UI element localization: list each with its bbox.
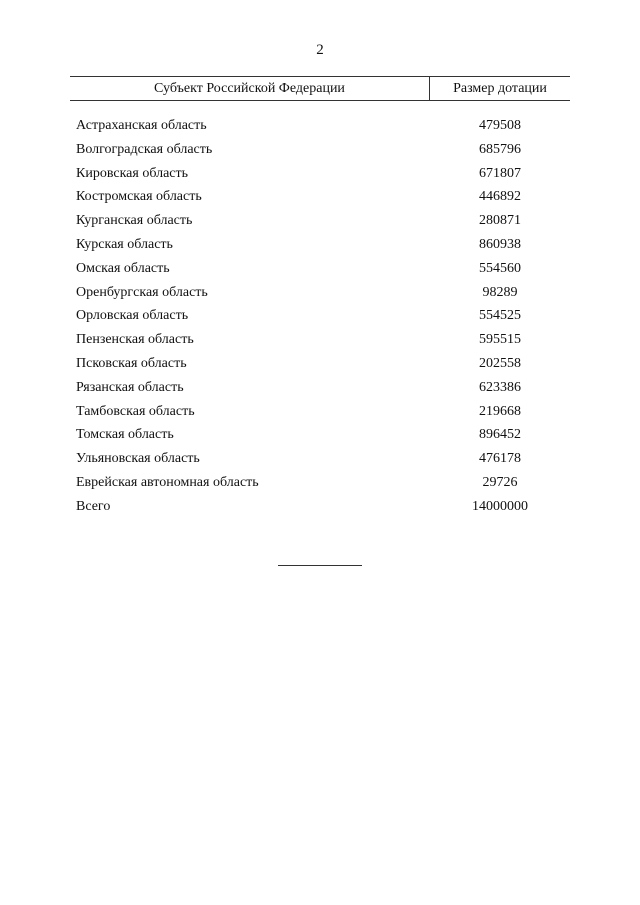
row-subject: Всего: [76, 498, 111, 514]
row-subject: Псковская область: [76, 355, 187, 371]
table-header: [70, 76, 570, 101]
row-subject: Кировская область: [76, 165, 189, 181]
row-amount: 595515: [479, 332, 521, 348]
total-row: [76, 495, 570, 519]
row-amount: 219668: [479, 403, 521, 419]
row-amount: 623386: [479, 379, 521, 395]
table-row: [76, 328, 570, 352]
row-subject: Астраханская область: [76, 118, 207, 133]
table-row: [76, 233, 570, 257]
table-row: [76, 400, 570, 424]
table-row: [76, 138, 570, 162]
row-subject: Курская область: [76, 236, 173, 252]
row-subject: Тамбовская область: [76, 403, 195, 419]
row-amount: 554560: [479, 260, 521, 276]
table-row: [76, 114, 570, 138]
row-subject: Орловская область: [76, 308, 189, 324]
row-amount: 860938: [479, 236, 521, 252]
table-row: [76, 281, 570, 305]
row-subject: Рязанская область: [76, 379, 184, 395]
row-amount: 896452: [479, 427, 521, 443]
table-row: [76, 304, 570, 328]
row-amount: 685796: [479, 141, 521, 157]
column-header-amount: Размер дотации: [453, 81, 547, 96]
row-amount: 202558: [479, 355, 521, 371]
row-amount: 14000000: [472, 498, 528, 514]
row-subject: Курганская область: [76, 213, 193, 229]
table-row: [76, 257, 570, 281]
table-body: [76, 114, 570, 519]
column-header-subject: Субъект Российской Федерации: [70, 77, 430, 100]
end-divider: [278, 565, 362, 566]
table-row: [76, 209, 570, 233]
row-subject: Омская область: [76, 260, 170, 276]
page-number: 2: [316, 42, 324, 58]
row-subject: Волгоградская область: [76, 141, 213, 157]
table-row: [76, 447, 570, 471]
table-row: [76, 471, 570, 495]
table-row: [76, 376, 570, 400]
row-amount: 554525: [479, 308, 521, 324]
table-row: [76, 185, 570, 209]
row-amount: 446892: [479, 189, 521, 205]
row-amount: 29726: [482, 474, 518, 490]
row-amount: 98289: [482, 284, 518, 300]
row-amount: 671807: [479, 165, 521, 181]
row-amount: 479508: [479, 118, 521, 133]
row-amount: 476178: [479, 451, 521, 467]
table-row: [76, 162, 570, 186]
row-subject: Еврейская автономная область: [76, 474, 259, 490]
row-subject: Костромская область: [76, 189, 202, 205]
row-subject: Пензенская область: [76, 332, 194, 348]
row-amount: 280871: [479, 213, 521, 229]
table-row: [76, 352, 570, 376]
row-subject: Оренбургская область: [76, 284, 208, 300]
row-subject: Ульяновская область: [76, 451, 200, 467]
table-row: [76, 423, 570, 447]
row-subject: Томская область: [76, 427, 174, 443]
